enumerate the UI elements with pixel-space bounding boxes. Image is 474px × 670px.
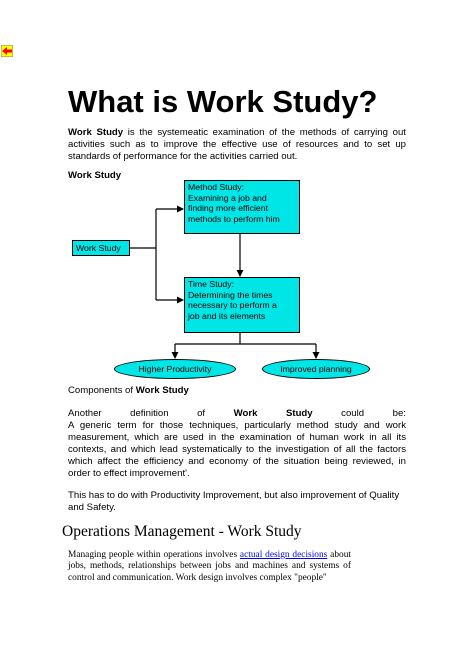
definition-word: be: <box>392 408 406 419</box>
ops-text-before: Managing people within operations involves <box>68 550 240 560</box>
higher-productivity-ellipse: Higher Productivity <box>114 359 236 379</box>
definition-first-line <box>68 408 406 420</box>
page-title: What is Work Study? <box>68 84 378 119</box>
definition-word: Another <box>68 408 102 419</box>
diagram-caption <box>68 385 406 397</box>
definition-term-word: Study <box>285 408 313 419</box>
time-study-line: job and its elements <box>188 310 266 321</box>
definition-word: definition <box>130 408 169 419</box>
method-study-box <box>184 180 300 234</box>
definition-word: could <box>341 408 365 419</box>
back-arrow-icon[interactable] <box>1 44 13 56</box>
improved-planning-ellipse: Improved planning <box>262 359 370 379</box>
method-study-line: Method Study: <box>188 182 245 192</box>
diagram-heading: Work Study <box>68 170 122 181</box>
method-study-line: Examining a job and <box>188 192 267 203</box>
definition-term-word: Work <box>233 408 258 419</box>
intro-text: is the systemeatic examination of the methods of carrying out activities such as to improve the effective use of resources and to set up standards of performance for the activities carried out. <box>68 127 406 162</box>
time-study-box <box>184 277 300 333</box>
operations-heading: Operations Management - Work Study <box>62 523 302 540</box>
time-study-line: necessary to perform a <box>188 300 277 310</box>
design-decisions-link[interactable]: actual design decisions <box>239 550 328 560</box>
caption-prefix: Components of <box>68 385 136 396</box>
intro-paragraph <box>68 127 406 163</box>
definition-word: of <box>197 408 206 419</box>
ops-text-after: about jobs, methods, relationships between jobs and machines and systems of control and communication. Work design involves complex "people" <box>68 550 351 583</box>
method-study-line: methods to perform him <box>188 213 280 224</box>
caption-term: Work Study <box>135 385 189 396</box>
intro-term: Work Study <box>68 127 124 138</box>
time-study-line: Determining the times <box>188 289 273 300</box>
quality-paragraph: This has to do with Productivity Improvement, but also improvement of Quality and Safety. <box>68 490 400 513</box>
work-study-box: Work Study <box>72 240 130 256</box>
method-study-line: finding more efficient <box>188 203 269 213</box>
definition-paragraph <box>68 408 406 480</box>
time-study-line: Time Study: <box>188 279 235 289</box>
operations-paragraph <box>68 550 351 584</box>
work-study-diagram <box>60 178 370 383</box>
definition-body: A generic term for those techniques, particularly method study and work measurement, which are used in the examination of human work in all its contexts, and which lead systematically to the investigation of all the factors which affect the efficiency and economy of the situation being reviewed, in order to effect improvement'. <box>68 420 406 479</box>
